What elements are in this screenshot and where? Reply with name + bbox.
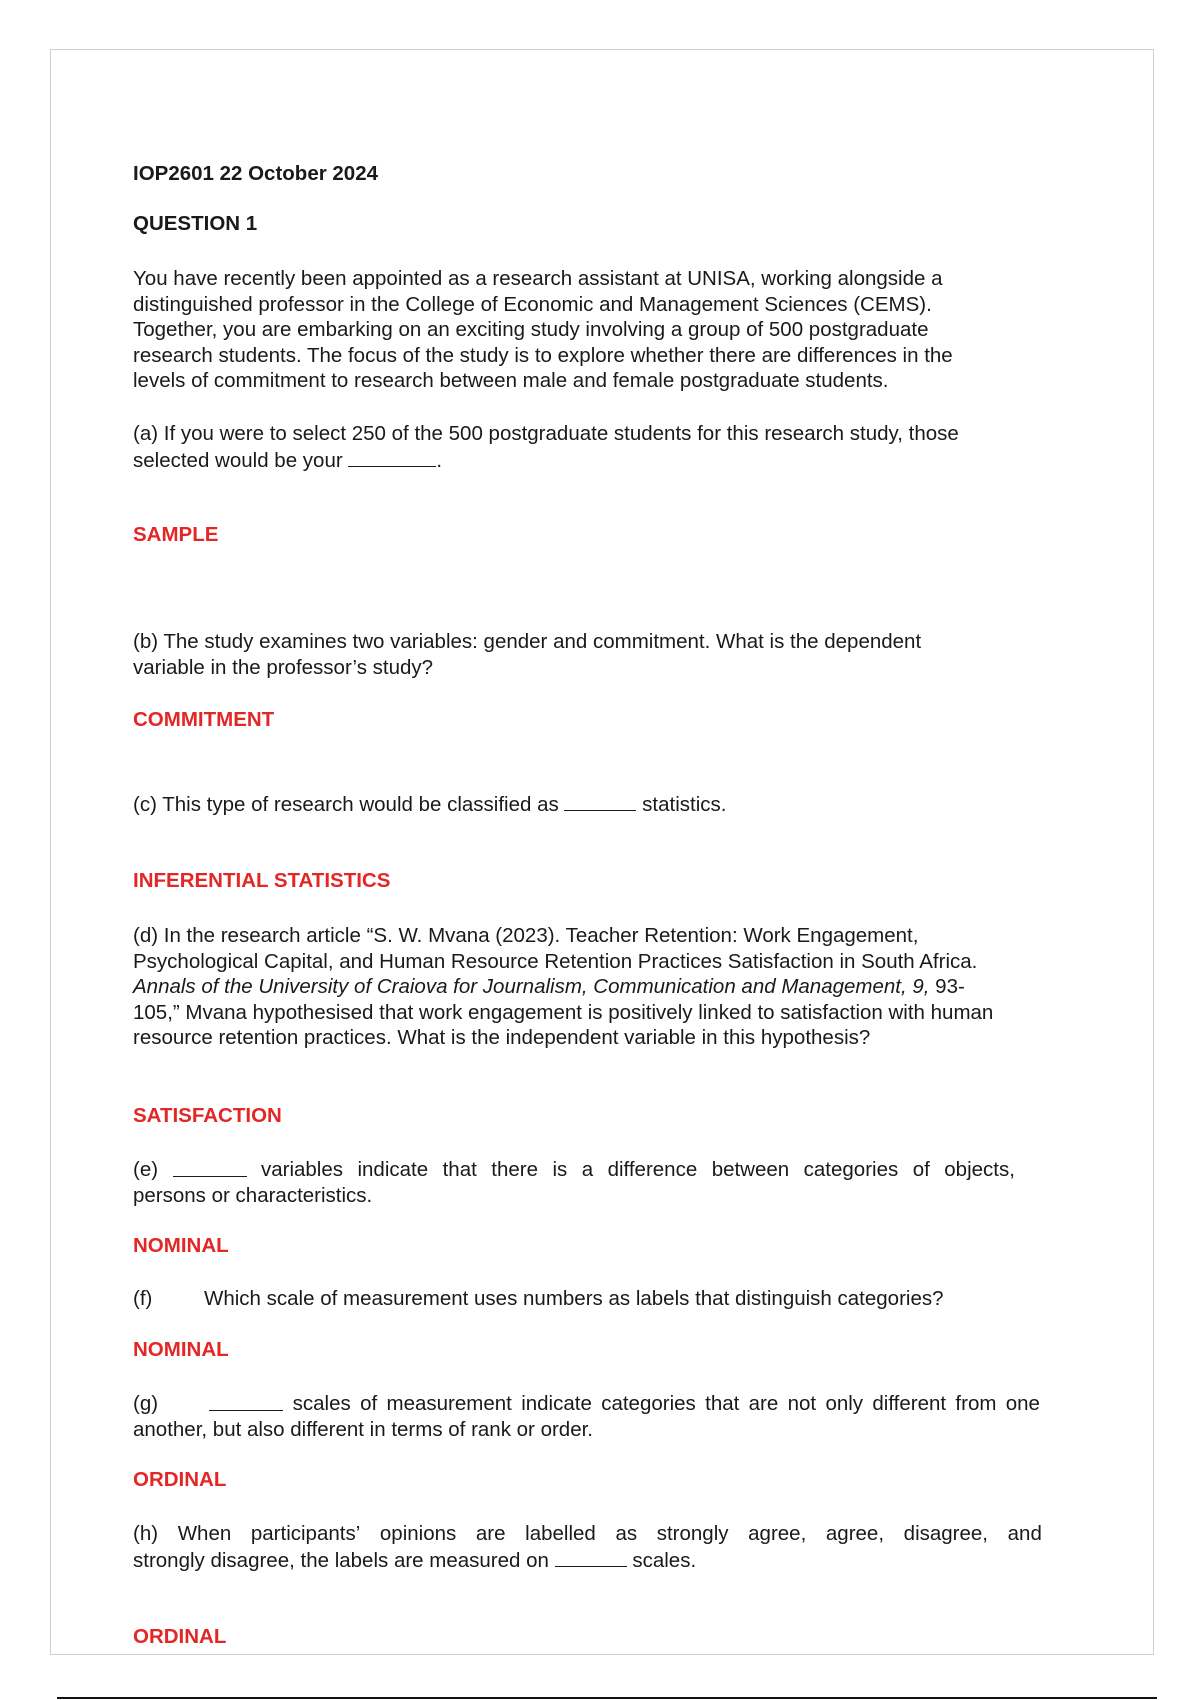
- intro-line: research students. The focus of the study is to explore whether there are differences in the: [133, 343, 953, 367]
- answer-blank: [209, 1391, 283, 1411]
- question-a-line: [133, 447, 1063, 474]
- question-b-line: variable in the professor’s study?: [133, 655, 434, 679]
- answer-c: INFERENTIAL STATISTICS: [133, 869, 391, 892]
- course-date-heading: IOP2601 22 October 2024: [133, 162, 379, 185]
- question-f-line: [133, 1286, 1063, 1312]
- question-d: [133, 923, 1063, 1051]
- answer-h: ORDINAL: [133, 1625, 227, 1648]
- answer-blank: [348, 447, 436, 467]
- word: strongly: [656, 1522, 729, 1545]
- question-f: [133, 1286, 1063, 1312]
- word: of: [360, 1392, 378, 1415]
- word: as: [615, 1522, 638, 1545]
- word: between: [711, 1158, 790, 1181]
- question-a-line: (a) If you were to select 250 of the 500 postgraduate students for this research study, those: [133, 422, 959, 445]
- word: indicate: [357, 1158, 429, 1181]
- answer-d: SATISFACTION: [133, 1104, 282, 1127]
- question-h-text: scales.: [626, 1548, 697, 1572]
- word: categories: [601, 1392, 696, 1415]
- word: scales: [292, 1392, 351, 1415]
- question-c-line: [133, 791, 1063, 818]
- word: disagree,: [903, 1522, 989, 1545]
- word: participants’: [250, 1522, 361, 1545]
- word: objects,: [944, 1158, 1015, 1181]
- word: are: [475, 1522, 506, 1545]
- word: measurement: [386, 1392, 512, 1415]
- question-c-text: statistics.: [636, 793, 727, 816]
- question-label: (h): [133, 1522, 159, 1545]
- word: labelled: [525, 1522, 596, 1545]
- word: are: [748, 1392, 779, 1415]
- word: When: [177, 1522, 232, 1545]
- question-d-line: (d) In the research article “S. W. Mvana (2023). Teacher Retention: Work Engagement,: [133, 924, 919, 947]
- answer-blank: [564, 791, 636, 811]
- intro-line: Together, you are embarking on an exciting study involving a group of 500 postgraduate: [133, 318, 929, 341]
- question-h: [133, 1521, 1042, 1573]
- question-label: (e): [133, 1158, 159, 1181]
- answer-g: ORDINAL: [133, 1468, 227, 1491]
- question-g-line: [133, 1391, 1040, 1417]
- answer-f: NOMINAL: [133, 1338, 229, 1361]
- word: from: [955, 1392, 997, 1415]
- question-g: [133, 1391, 1040, 1442]
- word: is: [552, 1158, 568, 1181]
- journal-title: Annals of the University of Craiova for Journalism, Communication and Management, 9,: [133, 975, 930, 998]
- answer-b: COMMITMENT: [133, 708, 275, 731]
- word: agree,: [825, 1522, 885, 1545]
- question-e-line: [133, 1157, 1015, 1183]
- question-c-text: (c) This type of research would be classified as: [133, 793, 565, 816]
- word: there: [491, 1158, 538, 1181]
- intro-line: levels of commitment to research between male and female postgraduate students.: [133, 369, 889, 392]
- word: agree,: [748, 1522, 807, 1545]
- question-f-text: Which scale of measurement uses numbers as labels that distinguish categories?: [204, 1287, 944, 1310]
- page-bottom-rule: [57, 1697, 1157, 1699]
- question-d-line: 105,” Mvana hypothesised that work engagement is positively linked to satisfaction with human: [133, 1000, 994, 1024]
- question-d-line: Psychological Capital, and Human Resource Retention Practices Satisfaction in South Africa.: [133, 949, 978, 973]
- question-h-line: [133, 1521, 1042, 1547]
- intro-line: distinguished professor in the College of Economic and Management Sciences (CEMS).: [133, 292, 932, 316]
- word: variables: [260, 1158, 344, 1181]
- intro-line: You have recently been appointed as a research assistant at UNISA, working alongside a: [133, 267, 943, 290]
- word: different: [872, 1392, 947, 1415]
- question-title: QUESTION 1: [133, 212, 258, 235]
- question-d-line: resource retention practices. What is the independent variable in this hypothesis?: [133, 1026, 871, 1049]
- word: and: [1007, 1522, 1042, 1545]
- word: one: [1005, 1392, 1040, 1415]
- question-h-text: strongly disagree, the labels are measured on: [133, 1548, 555, 1572]
- word: indicate: [521, 1392, 592, 1415]
- question-a-text: selected would be your: [133, 448, 349, 472]
- question-d-line: [133, 974, 1063, 1000]
- word: difference: [607, 1158, 698, 1181]
- word: only: [825, 1392, 864, 1415]
- answer-a: SAMPLE: [133, 523, 219, 546]
- question-h-line: [133, 1547, 1042, 1574]
- word: a: [581, 1158, 594, 1181]
- word: not: [787, 1392, 817, 1415]
- answer-blank: [173, 1157, 247, 1177]
- question-b: [133, 629, 1063, 680]
- question-a: [133, 421, 1063, 473]
- question-label: (g): [133, 1392, 159, 1415]
- word: of: [912, 1158, 930, 1181]
- question-e-line: persons or characteristics.: [133, 1183, 373, 1207]
- word: that: [705, 1392, 740, 1415]
- question-d-text: 93-: [929, 975, 965, 998]
- question-c: [133, 791, 1063, 818]
- question-e: [133, 1157, 1015, 1208]
- question-label: (f): [133, 1287, 153, 1310]
- intro-paragraph: [133, 266, 1063, 394]
- question-b-line: (b) The study examines two variables: gender and commitment. What is the dependent: [133, 630, 922, 653]
- word: opinions: [379, 1522, 457, 1545]
- question-g-line: another, but also different in terms of rank or order.: [133, 1417, 593, 1441]
- answer-blank: [555, 1547, 627, 1567]
- question-a-text: .: [436, 448, 443, 472]
- answer-e: NOMINAL: [133, 1234, 229, 1257]
- word: categories: [803, 1158, 899, 1181]
- word: that: [442, 1158, 477, 1181]
